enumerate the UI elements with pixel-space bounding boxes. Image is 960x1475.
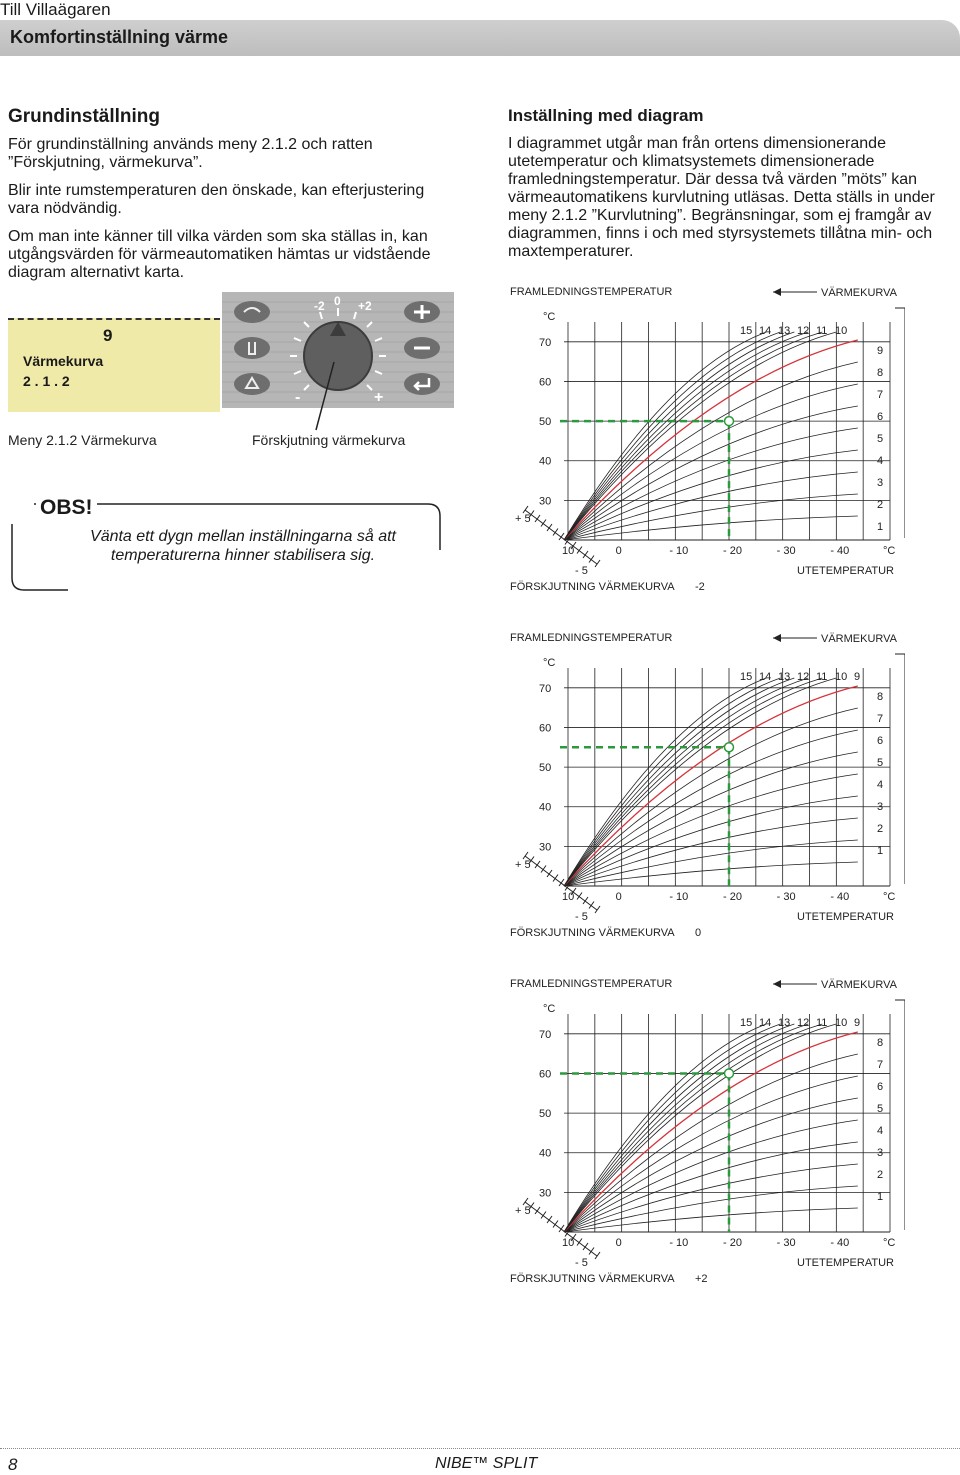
heating-curve-chart-offset-0	[505, 628, 905, 940]
y-tick-label: 60	[539, 1068, 552, 1081]
curve-side-label: 4	[877, 779, 884, 791]
curve-side-label: 1	[877, 845, 884, 857]
heating-curve-13	[564, 678, 808, 886]
heating-curve-15	[564, 678, 836, 886]
y-axis-title: FRAMLEDNINGSTEMPERATUR	[510, 632, 673, 644]
right-heading: Inställning med diagram	[508, 106, 704, 125]
mode-buttons[interactable]	[234, 301, 270, 395]
y-tick-label: 70	[539, 336, 552, 349]
curve-side-label: 4	[877, 455, 884, 467]
curve-top-label: 10	[835, 671, 848, 683]
x-unit: °C	[883, 1237, 896, 1249]
offset-value-label: +2	[695, 1273, 708, 1285]
offset-axis-title: FÖRSKJUTNING VÄRMEKURVA	[510, 581, 675, 593]
left-paragraph-1: För grundinställning används meny 2.1.2 och ratten ”Förskjutning, värmekurva”.	[8, 136, 373, 171]
x-tick-label: - 10	[669, 545, 689, 557]
curve-side-label: 8	[877, 367, 884, 379]
reading-point-marker	[725, 417, 734, 426]
heating-curve-15	[564, 332, 836, 540]
heating-curve-10	[564, 678, 766, 886]
x-tick-label: 10	[562, 545, 575, 557]
y-axis-title: FRAMLEDNINGSTEMPERATUR	[510, 286, 673, 298]
left-paragraph-2: Blir inte rumstemperaturen den önskade, kan efterjustering vara nödvändig.	[8, 182, 425, 217]
knob-pointer-line	[300, 360, 340, 432]
curve-side-label: 5	[877, 1103, 884, 1115]
curve-side-label: 3	[877, 1147, 884, 1159]
section-header-title: Komfortinställning värme	[10, 27, 229, 47]
y-tick-label: 40	[539, 801, 552, 814]
offset-label-minus5: - 5	[575, 1257, 588, 1269]
curve-top-label: 14	[759, 671, 772, 683]
left-paragraph-3: Om man inte känner till vilka värden som ska ställas in, kan utgångsvärden för värmeautomatiken hämtas ur vidstående diagram alternativt karta.	[8, 228, 431, 281]
page-number: 8	[8, 1455, 18, 1474]
curve-side-label: 9	[877, 345, 884, 357]
x-tick-label: - 10	[669, 1237, 689, 1249]
curve-top-label: 11	[816, 1017, 828, 1029]
x-unit: °C	[883, 891, 896, 903]
curve-side-label: 3	[877, 477, 884, 489]
curve-side-label: 1	[877, 521, 884, 533]
x-tick-label: 0	[615, 545, 622, 557]
y-tick-label: 50	[539, 762, 552, 775]
reading-point-marker	[725, 1069, 734, 1078]
curve-axis-title: VÄRMEKURVA	[821, 979, 898, 991]
x-tick-label: - 30	[776, 545, 796, 557]
heating-curve-2	[564, 1186, 858, 1232]
display-menu-number: 2 . 1 . 2	[23, 373, 70, 389]
heating-curve-15	[564, 1024, 836, 1232]
heating-curve-12	[564, 678, 794, 886]
heating-curve-12	[564, 332, 794, 540]
caption-knob: Förskjutning värmekurva	[252, 432, 406, 448]
offset-label-plus5: + 5	[515, 859, 531, 871]
y-tick-label: 40	[539, 455, 552, 468]
offset-label-minus5: - 5	[575, 911, 588, 923]
offset-axis-title: FÖRSKJUTNING VÄRMEKURVA	[510, 1273, 675, 1285]
curve-side-label: 6	[877, 411, 884, 423]
y-unit: °C	[543, 311, 556, 323]
curve-top-label: 15	[740, 671, 753, 683]
curve-top-label: 13	[778, 1017, 791, 1029]
y-tick-label: 30	[539, 495, 552, 508]
curve-top-label: 12	[797, 671, 810, 683]
curve-top-label: 15	[740, 325, 753, 337]
offset-label-minus5: - 5	[575, 565, 588, 577]
knob-label-plus: +	[374, 389, 384, 406]
y-tick-label: 70	[539, 1028, 552, 1041]
curve-top-label: 13	[778, 325, 791, 337]
heating-curve-13	[564, 1024, 808, 1232]
menu-display	[8, 318, 220, 412]
heating-curve-2	[564, 494, 858, 540]
x-tick-label: - 30	[776, 891, 796, 903]
curve-side-label: 2	[877, 499, 884, 511]
offset-axis-title: FÖRSKJUTNING VÄRMEKURVA	[510, 927, 675, 939]
curve-axis-title: VÄRMEKURVA	[821, 633, 898, 645]
right-paragraph: I diagrammet utgår man från ortens dimensionerande utetemperatur och klimatsystemets dimensionerade framledningstemperatur. Där dessa två värden ”möts” kan värmeautomatikens kurvlutning utläsas. Detta ställs in under meny 2.1.2 ”Kurvlutning”. Begränsningar, som ej framgår av diagrammen, finns i och med styrsystemets tillåtna min- och maxtemperaturer.	[508, 135, 935, 260]
curve-side-label: 3	[877, 801, 884, 813]
curve-side-label: 8	[877, 691, 884, 703]
x-tick-label: 0	[615, 1237, 622, 1249]
y-tick-label: 30	[539, 841, 552, 854]
heating-curve-2	[564, 840, 858, 886]
heating-curve-7	[564, 1076, 858, 1232]
y-tick-label: 50	[539, 1108, 552, 1121]
x-tick-label: - 10	[669, 891, 689, 903]
curve-bracket	[895, 308, 905, 538]
offset-value-label: 0	[695, 927, 702, 939]
curve-top-label: 15	[740, 1017, 753, 1029]
heating-curve-8	[564, 1054, 858, 1232]
heating-curve-7	[564, 730, 858, 886]
curve-side-label: 5	[877, 433, 884, 445]
curve-side-label: 6	[877, 1081, 884, 1093]
heating-curve-13	[564, 332, 808, 540]
curve-bracket	[895, 1000, 905, 1230]
y-tick-label: 60	[539, 376, 552, 389]
offset-label-plus5: + 5	[515, 1205, 531, 1217]
curve-top-label: 14	[759, 325, 772, 337]
y-tick-label: 70	[539, 682, 552, 695]
heating-curve-10	[564, 1024, 766, 1232]
curve-top-label: 10	[835, 1017, 848, 1029]
curve-arrow-head	[773, 980, 781, 988]
x-axis-title: UTETEMPERATUR	[797, 911, 894, 923]
heating-curve-12	[564, 1024, 794, 1232]
curve-top-label: 11	[816, 671, 828, 683]
y-axis-title: FRAMLEDNINGSTEMPERATUR	[510, 978, 673, 990]
x-tick-label: - 40	[830, 545, 850, 557]
knob-label-plus2: +2	[358, 299, 372, 313]
x-tick-label: - 40	[830, 891, 850, 903]
curve-side-label: 6	[877, 735, 884, 747]
x-tick-label: - 20	[723, 1237, 742, 1249]
footer-brand: NIBE™ SPLIT	[435, 1455, 538, 1472]
curve-top-label: 12	[797, 1017, 810, 1029]
x-tick-label: 10	[562, 1237, 575, 1249]
curve-side-label: 2	[877, 823, 884, 835]
x-axis-title: UTETEMPERATUR	[797, 1257, 894, 1269]
knob-label-minus: -	[295, 389, 301, 406]
caption-menu: Meny 2.1.2 Värmekurva	[8, 432, 157, 448]
curve-side-label: 4	[877, 1125, 884, 1137]
curve-side-label: 7	[877, 389, 884, 401]
knob-label-minus2: -2	[314, 299, 325, 313]
heating-curve-chart-offset-minus2	[505, 282, 905, 594]
heating-curve-10	[564, 332, 766, 540]
obs-note	[8, 492, 446, 592]
heating-curve-7	[564, 384, 858, 540]
y-tick-label: 50	[539, 416, 552, 429]
x-unit: °C	[883, 545, 896, 557]
offset-label-plus5: + 5	[515, 513, 531, 525]
footer-divider	[0, 1448, 960, 1449]
y-tick-label: 60	[539, 722, 552, 735]
knob-label-zero: 0	[334, 294, 341, 308]
offset-value-label: -2	[695, 581, 705, 593]
curve-top-label: 10	[835, 325, 848, 337]
enter-button[interactable]	[404, 373, 440, 395]
curve-side-label: 7	[877, 713, 884, 725]
display-label: Värmekurva	[23, 353, 104, 369]
obs-text: Vänta ett dygn mellan inställningarna så att temperaturerna hinner stabilisera sig.	[90, 528, 396, 564]
curve-top-label: 11	[816, 325, 828, 337]
display-value: 9	[103, 326, 113, 345]
curve-side-label: 2	[877, 1169, 884, 1181]
x-tick-label: - 30	[776, 1237, 796, 1249]
curve-axis-title: VÄRMEKURVA	[821, 287, 898, 299]
section-header-bar	[0, 20, 960, 56]
curve-arrow-head	[773, 288, 781, 296]
y-tick-label: 40	[539, 1147, 552, 1160]
curve-bracket	[895, 654, 905, 884]
curve-top-label: 12	[797, 325, 810, 337]
heating-curve-chart-offset-plus2	[505, 974, 905, 1286]
curve-top-label: 13	[778, 671, 791, 683]
curve-side-label: 1	[877, 1191, 884, 1203]
y-unit: °C	[543, 657, 556, 669]
heating-curve-8	[564, 708, 858, 886]
obs-title: OBS!	[36, 496, 97, 520]
heating-curve-8	[564, 362, 858, 540]
curve-side-label: 5	[877, 757, 884, 769]
curve-side-label: 8	[877, 1037, 884, 1049]
curve-top-label: 9	[854, 671, 861, 683]
curve-top-label: 14	[759, 1017, 772, 1029]
y-unit: °C	[543, 1003, 556, 1015]
x-axis-title: UTETEMPERATUR	[797, 565, 894, 577]
document-section-title: Till Villaägaren	[0, 0, 111, 19]
x-tick-label: 0	[615, 891, 622, 903]
curve-arrow-head	[773, 634, 781, 642]
x-tick-label: - 20	[723, 545, 742, 557]
x-tick-label: 10	[562, 891, 575, 903]
curve-top-label: 9	[854, 1017, 861, 1029]
x-tick-label: - 40	[830, 1237, 850, 1249]
left-heading: Grundinställning	[8, 106, 160, 127]
y-tick-label: 30	[539, 1187, 552, 1200]
reading-point-marker	[725, 743, 734, 752]
x-tick-label: - 20	[723, 891, 742, 903]
curve-side-label: 7	[877, 1059, 884, 1071]
